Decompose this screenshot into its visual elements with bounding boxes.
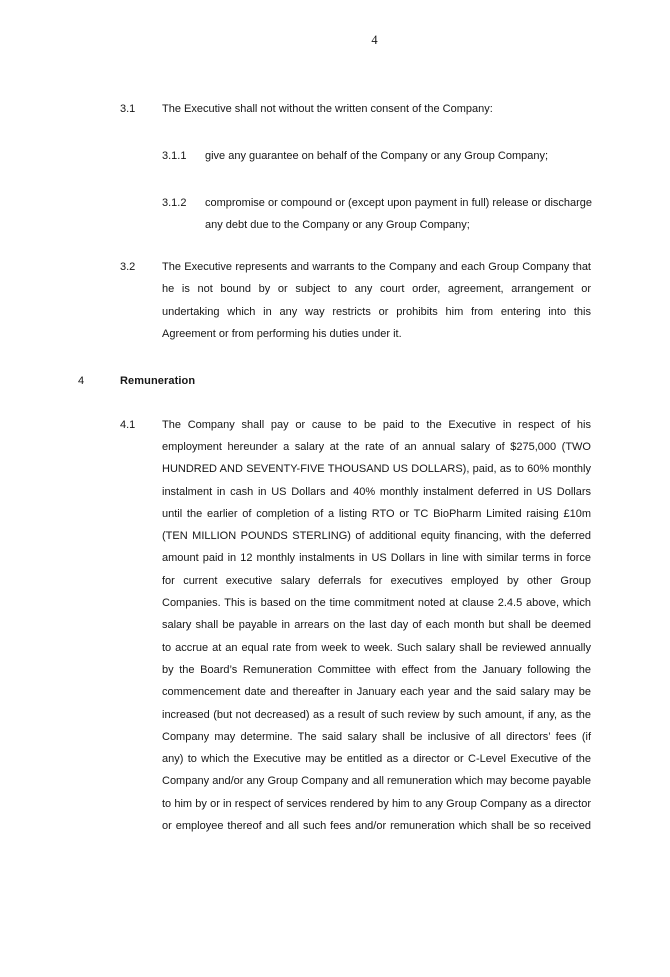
text-line: instalment in cash in US Dollars and 40% monthly instalment deferred in US Dollars [162,481,591,503]
text-line: The Executive shall not without the written consent of the Company: [162,98,591,120]
text-line: Agreement or from performing his duties under it. [162,323,591,345]
text-line: compromise or compound or (except upon payment in full) release or discharge [205,192,591,214]
text-line: salary shall be payable in arrears on the last day of each month but shall be deemed [162,614,591,636]
text-line: to accrue at an equal rate from week to week. Such salary shall be reviewed annually [162,637,591,659]
clause-4-1 [0,414,591,838]
text-line: The Company shall pay or cause to be paid to the Executive in respect of his [162,414,591,436]
text-line: by the Board’s Remuneration Committee with effect from the January following the [162,659,591,681]
clause-text [162,98,591,120]
clause-3-1-1 [0,145,591,167]
clause-4-heading [0,370,591,392]
text-line: The Executive represents and warrants to the Company and each Group Company that [162,256,591,278]
section-heading [120,370,591,392]
clause-number: 4.1 [120,414,162,436]
clause-number: 3.1 [120,98,162,120]
clause-text [205,145,591,167]
text-line: to him by or in respect of services rendered by him to any Group Company as a director [162,793,591,815]
clause-text [162,414,591,838]
text-line: HUNDRED AND SEVENTY-FIVE THOUSAND US DOLLARS), paid, as to 60% monthly [162,458,591,480]
text-line: or employee thereof and all such fees and/or remuneration which shall be so received [162,815,591,837]
text-line: give any guarantee on behalf of the Company or any Group Company; [205,145,591,167]
text-line: any) to which the Executive may be entitled as a director or C-Level Executive of the [162,748,591,770]
text-line: undertaking which in any way restricts or prohibits him from entering into this [162,301,591,323]
clause-number: 3.1.2 [162,192,205,214]
clause-text [205,192,591,237]
text-line: for current executive salary deferrals for executives employed by other Group [162,570,591,592]
text-line: (TEN MILLION POUNDS STERLING) of additional equity financing, with the deferred [162,525,591,547]
text-line: Remuneration [120,370,591,392]
text-line: Company may determine. The said salary shall be inclusive of all directors’ fees (if [162,726,591,748]
text-line: Company and/or any Group Company and all remuneration which may become payable [162,770,591,792]
clause-text [162,256,591,345]
text-line: any debt due to the Company or any Group Company; [205,214,591,236]
clause-number: 3.2 [120,256,162,278]
clause-3-1 [0,98,591,120]
clause-number: 4 [78,370,120,392]
text-line: employment hereunder a salary at the rate of an annual salary of $275,000 (TWO [162,436,591,458]
clause-3-1-2 [0,192,591,237]
text-line: commencement date and thereafter in January each year and the said salary may be [162,681,591,703]
text-line: increased (but not decreased) as a result of such review by such amount, if any, as the [162,704,591,726]
document-page [0,30,670,977]
text-line: amount paid in 12 monthly instalments in US Dollars in line with similar terms in force [162,547,591,569]
text-line: he is not bound by or subject to any court order, agreement, arrangement or [162,278,591,300]
page-number: 4 [40,30,670,50]
text-line: until the earlier of completion of a listing RTO or TC BioPharm Limited raising £10m [162,503,591,525]
text-line: Companies. This is based on the time commitment noted at clause 2.4.5 above, which [162,592,591,614]
clause-number: 3.1.1 [162,145,205,167]
clause-3-2 [0,256,591,345]
